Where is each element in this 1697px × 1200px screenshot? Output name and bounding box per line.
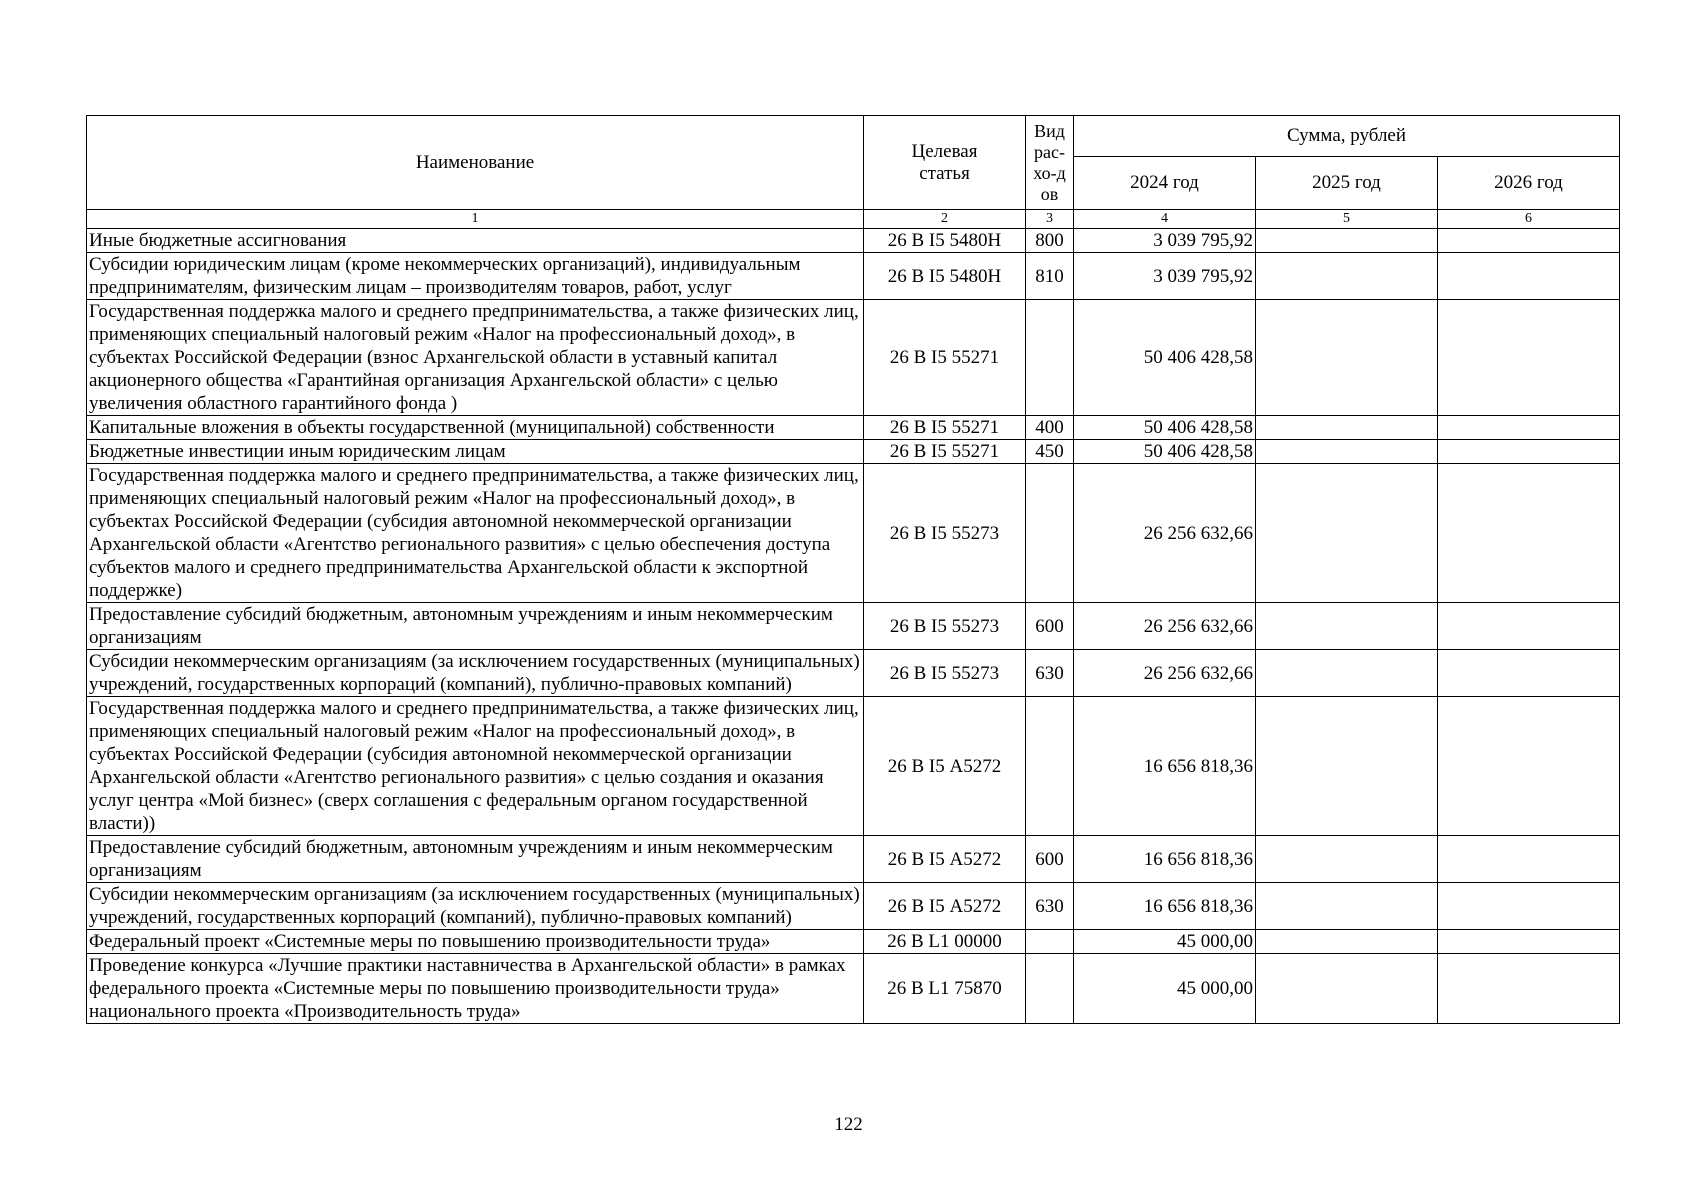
table-row [87,416,1620,440]
row-name: Предоставление субсидий бюджетным, автономным учреждениям и иным некоммерческим организациям [87,836,864,883]
row-name: Иные бюджетные ассигнования [87,229,864,253]
row-amount-2025 [1256,440,1438,464]
row-amount-2024: 26 256 632,66 [1074,650,1256,697]
row-expense-type: 400 [1026,416,1074,440]
table-row [87,253,1620,300]
row-expense-type [1026,930,1074,954]
row-amount-2025 [1256,954,1438,1024]
row-expense-type: 600 [1026,603,1074,650]
row-target-article: 26 В I5 55273 [864,603,1026,650]
row-amount-2024: 45 000,00 [1074,930,1256,954]
row-target-article: 26 В L1 00000 [864,930,1026,954]
row-amount-2026 [1438,954,1620,1024]
row-name: Предоставление субсидий бюджетным, автономным учреждениям и иным некоммерческим организациям [87,603,864,650]
column-number: 6 [1438,210,1620,229]
row-target-article: 26 В I5 А5272 [864,883,1026,930]
row-amount-2025 [1256,650,1438,697]
row-amount-2024: 26 256 632,66 [1074,464,1256,603]
row-target-article: 26 В I5 55271 [864,300,1026,416]
header-name: Наименование [87,116,864,210]
row-target-article: 26 В I5 А5272 [864,836,1026,883]
column-number: 5 [1256,210,1438,229]
row-amount-2025 [1256,464,1438,603]
row-amount-2024: 50 406 428,58 [1074,416,1256,440]
budget-table [86,115,1620,1024]
row-expense-type: 630 [1026,650,1074,697]
row-amount-2025 [1256,930,1438,954]
header-expense-type-text: Вид рас-хо-дов [1033,120,1066,204]
row-amount-2026 [1438,253,1620,300]
row-expense-type [1026,954,1074,1024]
row-amount-2026 [1438,464,1620,603]
header-expense-type [1026,116,1074,210]
table-row [87,229,1620,253]
row-amount-2026 [1438,883,1620,930]
table-row [87,883,1620,930]
table-row [87,464,1620,603]
row-expense-type: 800 [1026,229,1074,253]
row-amount-2024: 16 656 818,36 [1074,883,1256,930]
row-amount-2025 [1256,883,1438,930]
column-number: 4 [1074,210,1256,229]
row-amount-2026 [1438,300,1620,416]
row-amount-2024: 45 000,00 [1074,954,1256,1024]
row-amount-2025 [1256,300,1438,416]
row-amount-2024: 50 406 428,58 [1074,440,1256,464]
row-name: Федеральный проект «Системные меры по повышению производительности труда» [87,930,864,954]
table-row [87,930,1620,954]
header-target-article-text: Целевая статья [911,140,978,184]
row-amount-2025 [1256,416,1438,440]
row-amount-2026 [1438,836,1620,883]
header-target-article [864,116,1026,210]
row-amount-2026 [1438,650,1620,697]
row-target-article: 26 В I5 55273 [864,650,1026,697]
column-number-row [87,210,1620,229]
column-number: 2 [864,210,1026,229]
row-amount-2026 [1438,416,1620,440]
row-name: Капитальные вложения в объекты государственной (муниципальной) собственности [87,416,864,440]
page-number: 122 [834,1114,863,1135]
row-expense-type: 450 [1026,440,1074,464]
row-amount-2025 [1256,229,1438,253]
row-amount-2024: 16 656 818,36 [1074,836,1256,883]
row-name: Государственная поддержка малого и среднего предпринимательства, а также физических лиц, применяющих специальный налоговый режим «Налог на профессиональный доход», в субъектах Российской Федерации (субсидия автономной некоммерческой организации Архангельской области «Агентство регионального развития» с целью обеспечения доступа субъектов малого и среднего предпринимательства Архангельской области к экспортной поддержке) [87,464,864,603]
row-name: Субсидии некоммерческим организациям (за исключением государственных (муниципальных) учреждений, государственных корпораций (компаний), публично-правовых компаний) [87,650,864,697]
row-amount-2024: 3 039 795,92 [1074,229,1256,253]
column-number: 1 [87,210,864,229]
row-amount-2024: 3 039 795,92 [1074,253,1256,300]
table-body [87,210,1620,1024]
table-row [87,836,1620,883]
row-name: Бюджетные инвестиции иным юридическим лицам [87,440,864,464]
row-expense-type: 630 [1026,883,1074,930]
row-target-article: 26 В I5 А5272 [864,697,1026,836]
row-name: Государственная поддержка малого и среднего предпринимательства, а также физических лиц, применяющих специальный налоговый режим «Налог на профессиональный доход», в субъектах Российской Федерации (взнос Архангельской области в уставный капитал акционерного общества «Гарантийная организация Архангельской области» с целью увеличения областного гарантийного фонда ) [87,300,864,416]
row-amount-2026 [1438,603,1620,650]
header-sum-group: Сумма, рублей [1074,116,1620,157]
table-row [87,650,1620,697]
row-amount-2024: 26 256 632,66 [1074,603,1256,650]
row-target-article: 26 В I5 55271 [864,440,1026,464]
row-name: Субсидии некоммерческим организациям (за исключением государственных (муниципальных) учреждений, государственных корпораций (компаний), публично-правовых компаний) [87,883,864,930]
table-row [87,603,1620,650]
row-amount-2025 [1256,603,1438,650]
row-amount-2025 [1256,253,1438,300]
row-expense-type [1026,464,1074,603]
row-target-article: 26 В I5 55273 [864,464,1026,603]
row-expense-type [1026,300,1074,416]
header-year-2025: 2025 год [1256,157,1438,210]
row-name: Государственная поддержка малого и среднего предпринимательства, а также физических лиц, применяющих специальный налоговый режим «Налог на профессиональный доход», в субъектах Российской Федерации (субсидия автономной некоммерческой организации Архангельской области «Агентство регионального развития» с целью создания и оказания услуг центра «Мой бизнес» (сверх соглашения с федеральным органом государственной власти)) [87,697,864,836]
row-name: Субсидии юридическим лицам (кроме некоммерческих организаций), индивидуальным предпринимателям, физическим лицам – производителям товаров, работ, услуг [87,253,864,300]
row-amount-2026 [1438,229,1620,253]
row-amount-2025 [1256,697,1438,836]
row-amount-2025 [1256,836,1438,883]
row-amount-2024: 50 406 428,58 [1074,300,1256,416]
row-amount-2024: 16 656 818,36 [1074,697,1256,836]
table-row [87,697,1620,836]
row-name: Проведение конкурса «Лучшие практики наставничества в Архангельской области» в рамках федерального проекта «Системные меры по повышению производительности труда» национального проекта «Производительность труда» [87,954,864,1024]
header-year-2024: 2024 год [1074,157,1256,210]
row-amount-2026 [1438,440,1620,464]
table-row [87,954,1620,1024]
header-year-2026: 2026 год [1438,157,1620,210]
row-target-article: 26 В L1 75870 [864,954,1026,1024]
row-target-article: 26 В I5 5480Н [864,229,1026,253]
header-row-1 [87,116,1620,157]
row-expense-type [1026,697,1074,836]
table-row [87,440,1620,464]
row-expense-type: 600 [1026,836,1074,883]
row-target-article: 26 В I5 55271 [864,416,1026,440]
row-target-article: 26 В I5 5480Н [864,253,1026,300]
table-row [87,300,1620,416]
column-number: 3 [1026,210,1074,229]
row-amount-2026 [1438,930,1620,954]
row-amount-2026 [1438,697,1620,836]
row-expense-type: 810 [1026,253,1074,300]
